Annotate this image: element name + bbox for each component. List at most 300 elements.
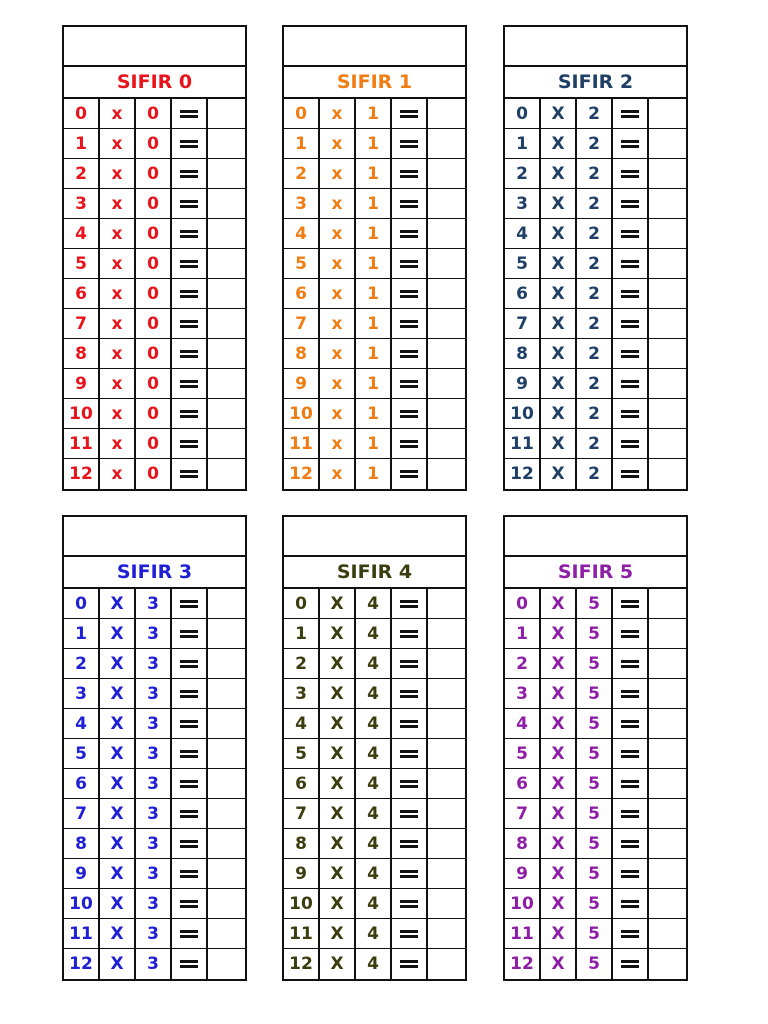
multiplier: 3 xyxy=(136,889,172,919)
multiplier: 0 xyxy=(136,459,172,489)
answer-box[interactable] xyxy=(428,129,465,159)
answer-box[interactable] xyxy=(208,189,245,219)
equals-sign xyxy=(392,249,428,279)
answer-box[interactable] xyxy=(649,429,686,459)
row-number: 6 xyxy=(64,279,100,309)
answer-box[interactable] xyxy=(428,249,465,279)
equals-icon xyxy=(180,379,198,389)
answer-box[interactable] xyxy=(208,219,245,249)
name-box[interactable] xyxy=(505,517,686,557)
row-number: 2 xyxy=(505,159,541,189)
answer-box[interactable] xyxy=(428,189,465,219)
times-sign: x xyxy=(320,279,356,309)
times-sign: X xyxy=(541,459,577,489)
row-number: 3 xyxy=(64,189,100,219)
answer-box[interactable] xyxy=(428,339,465,369)
row-number: 11 xyxy=(64,919,100,949)
answer-box[interactable] xyxy=(208,619,245,649)
table-grid xyxy=(64,589,245,979)
row-number: 6 xyxy=(64,769,100,799)
equals-icon xyxy=(621,929,639,939)
equals-sign xyxy=(392,889,428,919)
answer-box[interactable] xyxy=(208,589,245,619)
equals-icon xyxy=(621,869,639,879)
answer-box[interactable] xyxy=(649,459,686,489)
times-sign: X xyxy=(320,829,356,859)
equals-icon xyxy=(180,689,198,699)
multiplier: 1 xyxy=(356,249,392,279)
equals-sign xyxy=(613,399,649,429)
multiplier: 2 xyxy=(577,159,613,189)
answer-box[interactable] xyxy=(649,189,686,219)
row-number: 1 xyxy=(64,619,100,649)
equals-icon xyxy=(400,319,418,329)
equals-sign xyxy=(172,949,208,979)
times-sign: X xyxy=(100,799,136,829)
answer-box[interactable] xyxy=(428,769,465,799)
row-number: 7 xyxy=(284,799,320,829)
times-sign: X xyxy=(100,679,136,709)
answer-box[interactable] xyxy=(428,429,465,459)
answer-box[interactable] xyxy=(208,919,245,949)
table-grid xyxy=(505,99,686,489)
times-sign: X xyxy=(100,589,136,619)
answer-box[interactable] xyxy=(428,219,465,249)
times-table-0 xyxy=(62,25,247,491)
answer-box[interactable] xyxy=(428,919,465,949)
row-number: 8 xyxy=(284,829,320,859)
answer-box[interactable] xyxy=(649,249,686,279)
answer-box[interactable] xyxy=(208,159,245,189)
answer-box[interactable] xyxy=(208,709,245,739)
times-sign: x xyxy=(100,99,136,129)
multiplier: 4 xyxy=(356,739,392,769)
answer-box[interactable] xyxy=(208,649,245,679)
equals-sign xyxy=(172,859,208,889)
answer-box[interactable] xyxy=(208,889,245,919)
times-sign: X xyxy=(541,279,577,309)
multiplier: 5 xyxy=(577,829,613,859)
times-sign: X xyxy=(100,859,136,889)
equals-sign xyxy=(392,739,428,769)
answer-box[interactable] xyxy=(208,459,245,489)
times-sign: X xyxy=(541,399,577,429)
row-number: 11 xyxy=(284,429,320,459)
times-sign: X xyxy=(100,889,136,919)
equals-icon xyxy=(621,749,639,759)
equals-icon xyxy=(400,379,418,389)
equals-sign xyxy=(613,859,649,889)
times-sign: x xyxy=(320,99,356,129)
equals-sign xyxy=(392,769,428,799)
answer-box[interactable] xyxy=(208,309,245,339)
answer-box[interactable] xyxy=(208,739,245,769)
equals-icon xyxy=(400,959,418,969)
multiplier: 1 xyxy=(356,399,392,429)
equals-icon xyxy=(400,439,418,449)
name-box[interactable] xyxy=(284,517,465,557)
equals-sign xyxy=(172,799,208,829)
equals-icon xyxy=(180,169,198,179)
equals-sign xyxy=(172,589,208,619)
multiplier: 2 xyxy=(577,309,613,339)
times-sign: X xyxy=(541,309,577,339)
answer-box[interactable] xyxy=(649,219,686,249)
equals-icon xyxy=(400,779,418,789)
times-sign: X xyxy=(100,709,136,739)
answer-box[interactable] xyxy=(208,679,245,709)
multiplier: 4 xyxy=(356,649,392,679)
row-number: 2 xyxy=(284,159,320,189)
equals-icon xyxy=(180,289,198,299)
equals-sign xyxy=(172,769,208,799)
answer-box[interactable] xyxy=(428,589,465,619)
multiplier: 1 xyxy=(356,129,392,159)
row-number: 2 xyxy=(64,649,100,679)
equals-icon xyxy=(621,689,639,699)
equals-sign xyxy=(392,459,428,489)
multiplier: 2 xyxy=(577,399,613,429)
multiplier: 2 xyxy=(577,429,613,459)
times-sign: X xyxy=(320,589,356,619)
equals-icon xyxy=(180,259,198,269)
times-sign: X xyxy=(541,829,577,859)
answer-box[interactable] xyxy=(208,369,245,399)
multiplier: 0 xyxy=(136,399,172,429)
equals-icon xyxy=(621,959,639,969)
equals-icon xyxy=(180,839,198,849)
times-sign: X xyxy=(100,949,136,979)
equals-icon xyxy=(400,749,418,759)
multiplier: 5 xyxy=(577,619,613,649)
equals-sign xyxy=(172,399,208,429)
answer-box[interactable] xyxy=(428,459,465,489)
times-sign: X xyxy=(320,739,356,769)
multiplier: 5 xyxy=(577,709,613,739)
equals-icon xyxy=(621,629,639,639)
times-sign: x xyxy=(320,189,356,219)
answer-box[interactable] xyxy=(428,799,465,829)
equals-icon xyxy=(621,659,639,669)
equals-sign xyxy=(613,769,649,799)
answer-box[interactable] xyxy=(649,339,686,369)
times-sign: X xyxy=(541,649,577,679)
answer-box[interactable] xyxy=(428,619,465,649)
multiplier: 3 xyxy=(136,619,172,649)
times-sign: X xyxy=(541,249,577,279)
equals-sign xyxy=(613,339,649,369)
equals-icon xyxy=(180,319,198,329)
multiplier: 4 xyxy=(356,679,392,709)
row-number: 0 xyxy=(505,589,541,619)
times-sign: X xyxy=(541,339,577,369)
answer-box[interactable] xyxy=(428,159,465,189)
row-number: 12 xyxy=(505,459,541,489)
multiplier: 3 xyxy=(136,649,172,679)
multiplier: 4 xyxy=(356,919,392,949)
equals-sign xyxy=(172,249,208,279)
times-table-2 xyxy=(503,25,688,491)
multiplier: 3 xyxy=(136,739,172,769)
times-sign: X xyxy=(100,619,136,649)
times-sign: X xyxy=(100,739,136,769)
multiplier: 5 xyxy=(577,949,613,979)
equals-icon xyxy=(180,749,198,759)
times-sign: X xyxy=(541,799,577,829)
row-number: 10 xyxy=(284,399,320,429)
times-sign: x xyxy=(100,399,136,429)
multiplier: 2 xyxy=(577,189,613,219)
row-number: 12 xyxy=(284,459,320,489)
row-number: 6 xyxy=(284,279,320,309)
answer-box[interactable] xyxy=(208,799,245,829)
multiplier: 1 xyxy=(356,99,392,129)
row-number: 12 xyxy=(505,949,541,979)
answer-box[interactable] xyxy=(208,769,245,799)
answer-box[interactable] xyxy=(649,129,686,159)
times-sign: X xyxy=(541,739,577,769)
answer-box[interactable] xyxy=(428,859,465,889)
answer-box[interactable] xyxy=(208,99,245,129)
multiplier: 0 xyxy=(136,189,172,219)
equals-sign xyxy=(613,589,649,619)
answer-box[interactable] xyxy=(649,799,686,829)
row-number: 0 xyxy=(64,99,100,129)
equals-sign xyxy=(172,129,208,159)
row-number: 10 xyxy=(64,889,100,919)
multiplier: 4 xyxy=(356,619,392,649)
equals-icon xyxy=(621,379,639,389)
table-grid xyxy=(64,99,245,489)
times-sign: x xyxy=(320,369,356,399)
row-number: 1 xyxy=(284,129,320,159)
name-box[interactable] xyxy=(284,27,465,67)
answer-box[interactable] xyxy=(649,309,686,339)
row-number: 5 xyxy=(284,739,320,769)
row-number: 10 xyxy=(284,889,320,919)
equals-icon xyxy=(621,229,639,239)
answer-box[interactable] xyxy=(208,829,245,859)
answer-box[interactable] xyxy=(649,769,686,799)
row-number: 7 xyxy=(284,309,320,339)
times-table-1 xyxy=(282,25,467,491)
table-title: SIFIR 5 xyxy=(505,557,686,589)
times-sign: X xyxy=(320,949,356,979)
times-sign: X xyxy=(320,679,356,709)
equals-sign xyxy=(613,459,649,489)
equals-sign xyxy=(172,429,208,459)
row-number: 3 xyxy=(64,679,100,709)
row-number: 6 xyxy=(505,769,541,799)
answer-box[interactable] xyxy=(649,649,686,679)
row-number: 8 xyxy=(64,339,100,369)
multiplier: 4 xyxy=(356,709,392,739)
answer-box[interactable] xyxy=(649,889,686,919)
answer-box[interactable] xyxy=(428,309,465,339)
equals-sign xyxy=(392,709,428,739)
answer-box[interactable] xyxy=(208,429,245,459)
answer-box[interactable] xyxy=(428,739,465,769)
answer-box[interactable] xyxy=(428,709,465,739)
equals-icon xyxy=(621,719,639,729)
times-sign: x xyxy=(320,249,356,279)
answer-box[interactable] xyxy=(208,129,245,159)
equals-icon xyxy=(621,409,639,419)
times-sign: x xyxy=(320,309,356,339)
equals-icon xyxy=(180,779,198,789)
row-number: 4 xyxy=(64,219,100,249)
answer-box[interactable] xyxy=(428,369,465,399)
name-box[interactable] xyxy=(505,27,686,67)
equals-sign xyxy=(613,709,649,739)
row-number: 5 xyxy=(64,249,100,279)
multiplier: 1 xyxy=(356,189,392,219)
row-number: 3 xyxy=(505,679,541,709)
answer-box[interactable] xyxy=(649,99,686,129)
row-number: 8 xyxy=(505,829,541,859)
times-sign: X xyxy=(541,99,577,129)
answer-box[interactable] xyxy=(428,279,465,309)
equals-sign xyxy=(392,649,428,679)
equals-sign xyxy=(392,99,428,129)
answer-box[interactable] xyxy=(649,619,686,649)
row-number: 9 xyxy=(64,859,100,889)
multiplier: 5 xyxy=(577,769,613,799)
equals-icon xyxy=(180,469,198,479)
answer-box[interactable] xyxy=(649,709,686,739)
times-sign: x xyxy=(100,279,136,309)
equals-sign xyxy=(172,339,208,369)
equals-sign xyxy=(392,219,428,249)
row-number: 4 xyxy=(284,709,320,739)
answer-box[interactable] xyxy=(428,649,465,679)
row-number: 11 xyxy=(505,919,541,949)
answer-box[interactable] xyxy=(208,249,245,279)
times-sign: X xyxy=(541,159,577,189)
answer-box[interactable] xyxy=(428,679,465,709)
answer-box[interactable] xyxy=(649,399,686,429)
times-sign: x xyxy=(100,219,136,249)
answer-box[interactable] xyxy=(208,339,245,369)
times-table-5 xyxy=(503,515,688,981)
row-number: 10 xyxy=(505,889,541,919)
answer-box[interactable] xyxy=(649,279,686,309)
row-number: 0 xyxy=(284,99,320,129)
row-number: 6 xyxy=(284,769,320,799)
times-sign: x xyxy=(320,339,356,369)
answer-box[interactable] xyxy=(428,889,465,919)
answer-box[interactable] xyxy=(649,679,686,709)
row-number: 0 xyxy=(505,99,541,129)
answer-box[interactable] xyxy=(208,399,245,429)
equals-icon xyxy=(180,199,198,209)
equals-icon xyxy=(400,689,418,699)
times-sign: X xyxy=(320,919,356,949)
answer-box[interactable] xyxy=(649,369,686,399)
row-number: 3 xyxy=(284,189,320,219)
equals-icon xyxy=(400,199,418,209)
row-number: 8 xyxy=(505,339,541,369)
answer-box[interactable] xyxy=(208,859,245,889)
row-number: 12 xyxy=(64,949,100,979)
equals-icon xyxy=(400,289,418,299)
answer-box[interactable] xyxy=(649,859,686,889)
row-number: 8 xyxy=(284,339,320,369)
times-sign: x xyxy=(100,249,136,279)
name-box[interactable] xyxy=(64,27,245,67)
equals-icon xyxy=(400,599,418,609)
answer-box[interactable] xyxy=(208,949,245,979)
table-title: SIFIR 0 xyxy=(64,67,245,99)
equals-icon xyxy=(621,259,639,269)
answer-box[interactable] xyxy=(649,739,686,769)
equals-sign xyxy=(613,189,649,219)
equals-sign xyxy=(392,829,428,859)
equals-icon xyxy=(400,229,418,239)
equals-icon xyxy=(400,109,418,119)
equals-sign xyxy=(613,739,649,769)
multiplier: 5 xyxy=(577,649,613,679)
answer-box[interactable] xyxy=(649,159,686,189)
times-sign: x xyxy=(100,189,136,219)
answer-box[interactable] xyxy=(208,279,245,309)
times-sign: x xyxy=(100,129,136,159)
answer-box[interactable] xyxy=(649,829,686,859)
equals-sign xyxy=(392,799,428,829)
row-number: 7 xyxy=(64,799,100,829)
multiplier: 1 xyxy=(356,279,392,309)
row-number: 0 xyxy=(284,589,320,619)
equals-sign xyxy=(613,369,649,399)
answer-box[interactable] xyxy=(428,949,465,979)
equals-sign xyxy=(392,309,428,339)
name-box[interactable] xyxy=(64,517,245,557)
equals-icon xyxy=(400,869,418,879)
equals-sign xyxy=(613,99,649,129)
multiplier: 4 xyxy=(356,589,392,619)
equals-icon xyxy=(621,469,639,479)
multiplier: 4 xyxy=(356,859,392,889)
row-number: 5 xyxy=(284,249,320,279)
times-sign: X xyxy=(541,889,577,919)
multiplier: 1 xyxy=(356,159,392,189)
multiplier: 3 xyxy=(136,949,172,979)
equals-sign xyxy=(613,949,649,979)
answer-box[interactable] xyxy=(428,399,465,429)
equals-icon xyxy=(180,409,198,419)
times-sign: X xyxy=(320,859,356,889)
times-sign: X xyxy=(541,619,577,649)
equals-sign xyxy=(392,859,428,889)
equals-sign xyxy=(172,279,208,309)
row-number: 3 xyxy=(505,189,541,219)
times-sign: X xyxy=(541,189,577,219)
times-sign: X xyxy=(100,769,136,799)
answer-box[interactable] xyxy=(649,919,686,949)
equals-sign xyxy=(613,429,649,459)
answer-box[interactable] xyxy=(649,589,686,619)
row-number: 10 xyxy=(505,399,541,429)
answer-box[interactable] xyxy=(649,949,686,979)
multiplier: 0 xyxy=(136,219,172,249)
row-number: 6 xyxy=(505,279,541,309)
equals-sign xyxy=(172,459,208,489)
times-sign: X xyxy=(541,949,577,979)
equals-icon xyxy=(400,659,418,669)
answer-box[interactable] xyxy=(428,829,465,859)
multiplier: 0 xyxy=(136,279,172,309)
answer-box[interactable] xyxy=(428,99,465,129)
